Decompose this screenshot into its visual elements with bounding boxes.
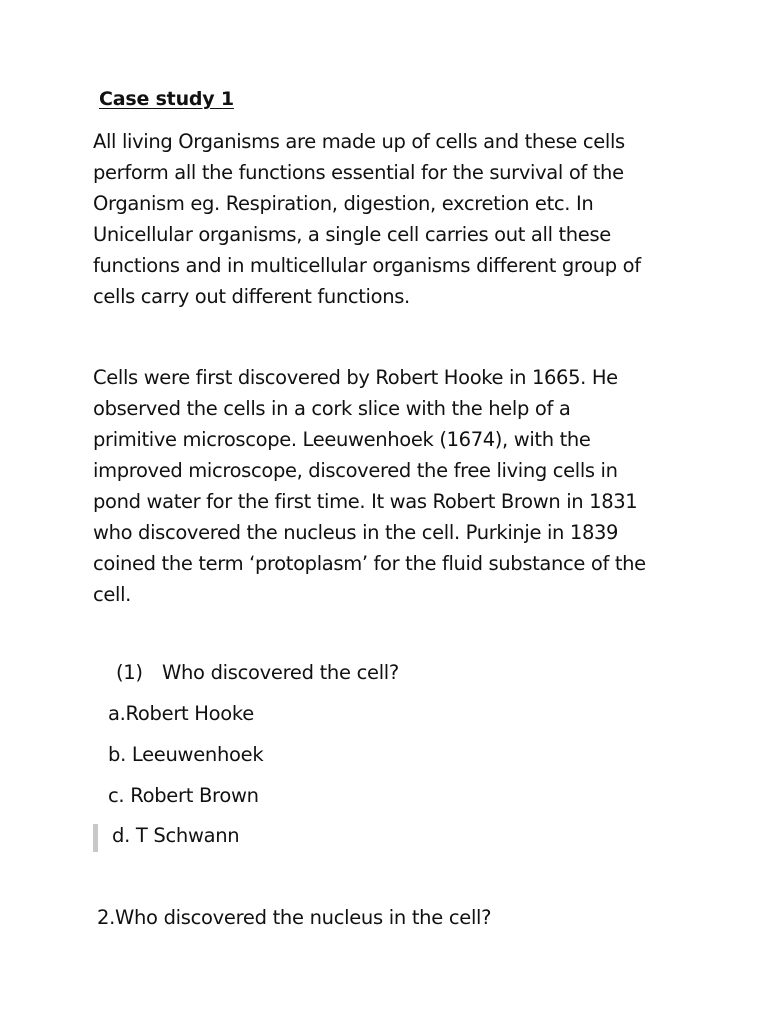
paragraph-line: Organism eg. Respiration, digestion, excretion etc. In <box>93 192 594 215</box>
paragraph-line: coined the term ‘protoplasm’ for the fluid substance of the <box>93 552 646 575</box>
question-1-number: (1) <box>116 661 143 684</box>
selection-bar <box>93 824 98 852</box>
option-b: b. Leeuwenhoek <box>108 743 264 766</box>
paragraph-line: cell. <box>93 583 132 606</box>
paragraph-line: perform all the functions essential for the survival of the <box>93 161 624 184</box>
option-d: d. T Schwann <box>112 824 240 847</box>
paragraph-line: who discovered the nucleus in the cell. Purkinje in 1839 <box>93 521 619 544</box>
paragraph-line: improved microscope, discovered the free living cells in <box>93 459 618 482</box>
option-c: c. Robert Brown <box>108 784 259 807</box>
paragraph-line: pond water for the first time. It was Robert Brown in 1831 <box>93 490 638 513</box>
paragraph-line: Unicellular organisms, a single cell carries out all these <box>93 223 611 246</box>
paragraph-line: observed the cells in a cork slice with the help of a <box>93 397 571 420</box>
history-paragraph <box>93 362 693 610</box>
question-1-text: Who discovered the cell? <box>162 661 399 684</box>
question-1 <box>116 661 399 684</box>
option-a: a.Robert Hooke <box>108 702 254 725</box>
paragraph-line: All living Organisms are made up of cells and these cells <box>93 130 625 153</box>
paragraph-line: cells carry out different functions. <box>93 285 410 308</box>
intro-paragraph <box>93 126 693 312</box>
paragraph-line: functions and in multicellular organisms different group of <box>93 254 641 277</box>
question-2: 2.Who discovered the nucleus in the cell? <box>97 906 492 929</box>
paragraph-line: Cells were first discovered by Robert Hooke in 1665. He <box>93 366 618 389</box>
case-study-heading: Case study 1 <box>99 88 234 110</box>
paragraph-line: primitive microscope. Leeuwenhoek (1674), with the <box>93 428 591 451</box>
